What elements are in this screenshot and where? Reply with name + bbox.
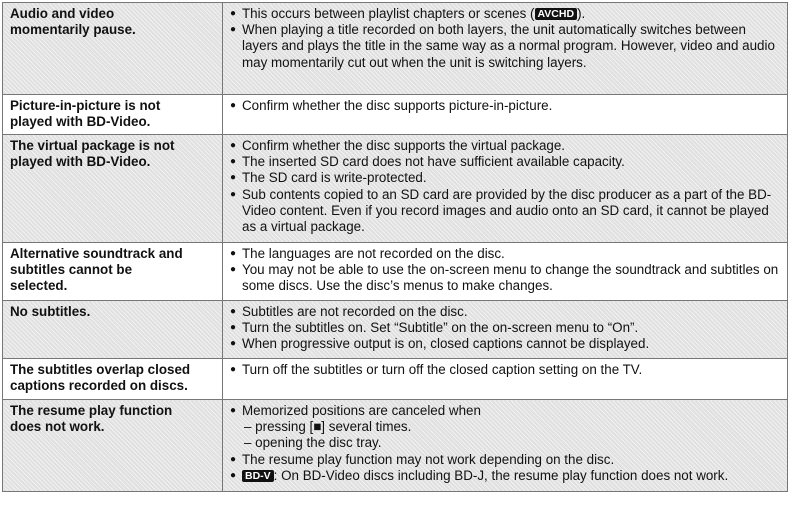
problem-cell xyxy=(3,301,223,359)
avchd-badge: AVCHD xyxy=(535,8,578,20)
bd-v-badge: BD-V xyxy=(242,470,274,482)
table-row xyxy=(3,243,788,301)
solution-cell xyxy=(223,400,788,492)
list-item: ● The languages are not recorded on the disc. xyxy=(230,246,781,262)
list-item xyxy=(230,468,781,484)
list-item: ● Turn off the subtitles or turn off the closed caption setting on the TV. xyxy=(230,362,781,378)
list-item: ● The SD card is write-protected. xyxy=(230,170,781,186)
problem-line: The resume play function xyxy=(10,403,173,418)
problem-line: Audio and video xyxy=(10,6,115,21)
sub-list-item: – pressing [■] several times. xyxy=(244,419,412,435)
solution-cell xyxy=(223,359,788,400)
problem-cell xyxy=(3,400,223,492)
list-item: ● The resume play function may not work depending on the disc. xyxy=(230,452,781,468)
problem-line: The virtual package is not xyxy=(10,138,175,153)
list-item: ● When playing a title recorded on both layers, the unit automatically switches between layers and plays the title in the same way as a normal program. However, video and audio may momentarily cut out when the unit is switching layers. xyxy=(230,22,781,71)
problem-line: No subtitles. xyxy=(10,304,91,319)
list-item: ● Confirm whether the disc supports the virtual package. xyxy=(230,138,781,154)
problem-line: momentarily pause. xyxy=(10,22,136,38)
solution-list xyxy=(230,6,781,71)
list-item xyxy=(230,6,781,22)
solution-cell xyxy=(223,135,788,243)
table-row xyxy=(3,135,788,243)
troubleshooting-table xyxy=(2,2,788,492)
troubleshooting-body xyxy=(3,3,788,492)
list-item: ● Confirm whether the disc supports picture-in-picture. xyxy=(230,98,781,114)
problem-line: selected. xyxy=(10,278,68,294)
list-item: ● When progressive output is on, closed captions cannot be displayed. xyxy=(230,336,781,352)
item-text: : On BD-Video discs including BD-J, the resume play function does not work. xyxy=(273,467,729,483)
list-item: ● Memorized positions are canceled when xyxy=(230,403,781,419)
solution-list xyxy=(230,403,781,484)
list-item: ● Subtitles are not recorded on the disc. xyxy=(230,304,781,320)
problem-cell xyxy=(3,243,223,301)
table-row xyxy=(3,95,788,135)
solution-cell xyxy=(223,301,788,359)
solution-list xyxy=(230,246,781,295)
problem-line: captions recorded on discs. xyxy=(10,378,188,394)
problem-line: does not work. xyxy=(10,419,105,435)
solution-cell xyxy=(223,95,788,135)
problem-cell xyxy=(3,135,223,243)
problem-line: Alternative soundtrack and xyxy=(10,246,183,261)
solution-cell xyxy=(223,243,788,301)
table-row xyxy=(3,3,788,95)
table-row xyxy=(3,301,788,359)
item-text: ). xyxy=(577,6,586,21)
problem-line: played with BD-Video. xyxy=(10,114,151,130)
problem-line: The subtitles overlap closed xyxy=(10,362,191,377)
table-row xyxy=(3,359,788,400)
problem-cell xyxy=(3,359,223,400)
problem-line: subtitles cannot be xyxy=(10,262,133,278)
list-item: ● You may not be able to use the on-screen menu to change the soundtrack and subtitles on some discs. Use the disc’s menus to make changes. xyxy=(230,262,781,294)
table-row xyxy=(3,400,788,492)
problem-cell xyxy=(3,3,223,95)
problem-line: played with BD-Video. xyxy=(10,154,151,170)
problem-line: Picture-in-picture is not xyxy=(10,98,161,113)
solution-cell xyxy=(223,3,788,95)
list-item: ● The inserted SD card does not have sufficient available capacity. xyxy=(230,154,781,170)
solution-list xyxy=(230,304,781,353)
solution-list xyxy=(230,362,781,378)
solution-list xyxy=(230,98,781,114)
problem-cell xyxy=(3,95,223,135)
solution-list xyxy=(230,138,781,235)
list-item: ● Turn the subtitles on. Set “Subtitle” on the on-screen menu to “On”. xyxy=(230,320,781,336)
sub-list-item: – opening the disc tray. xyxy=(244,435,382,451)
list-item: ● Sub contents copied to an SD card are provided by the disc producer as a part of the BD-Video content. Even if you record images and audio onto an SD card, it cannot be played as a virtual package. xyxy=(230,187,781,236)
item-text: This occurs between playlist chapters or scenes ( xyxy=(242,6,535,21)
